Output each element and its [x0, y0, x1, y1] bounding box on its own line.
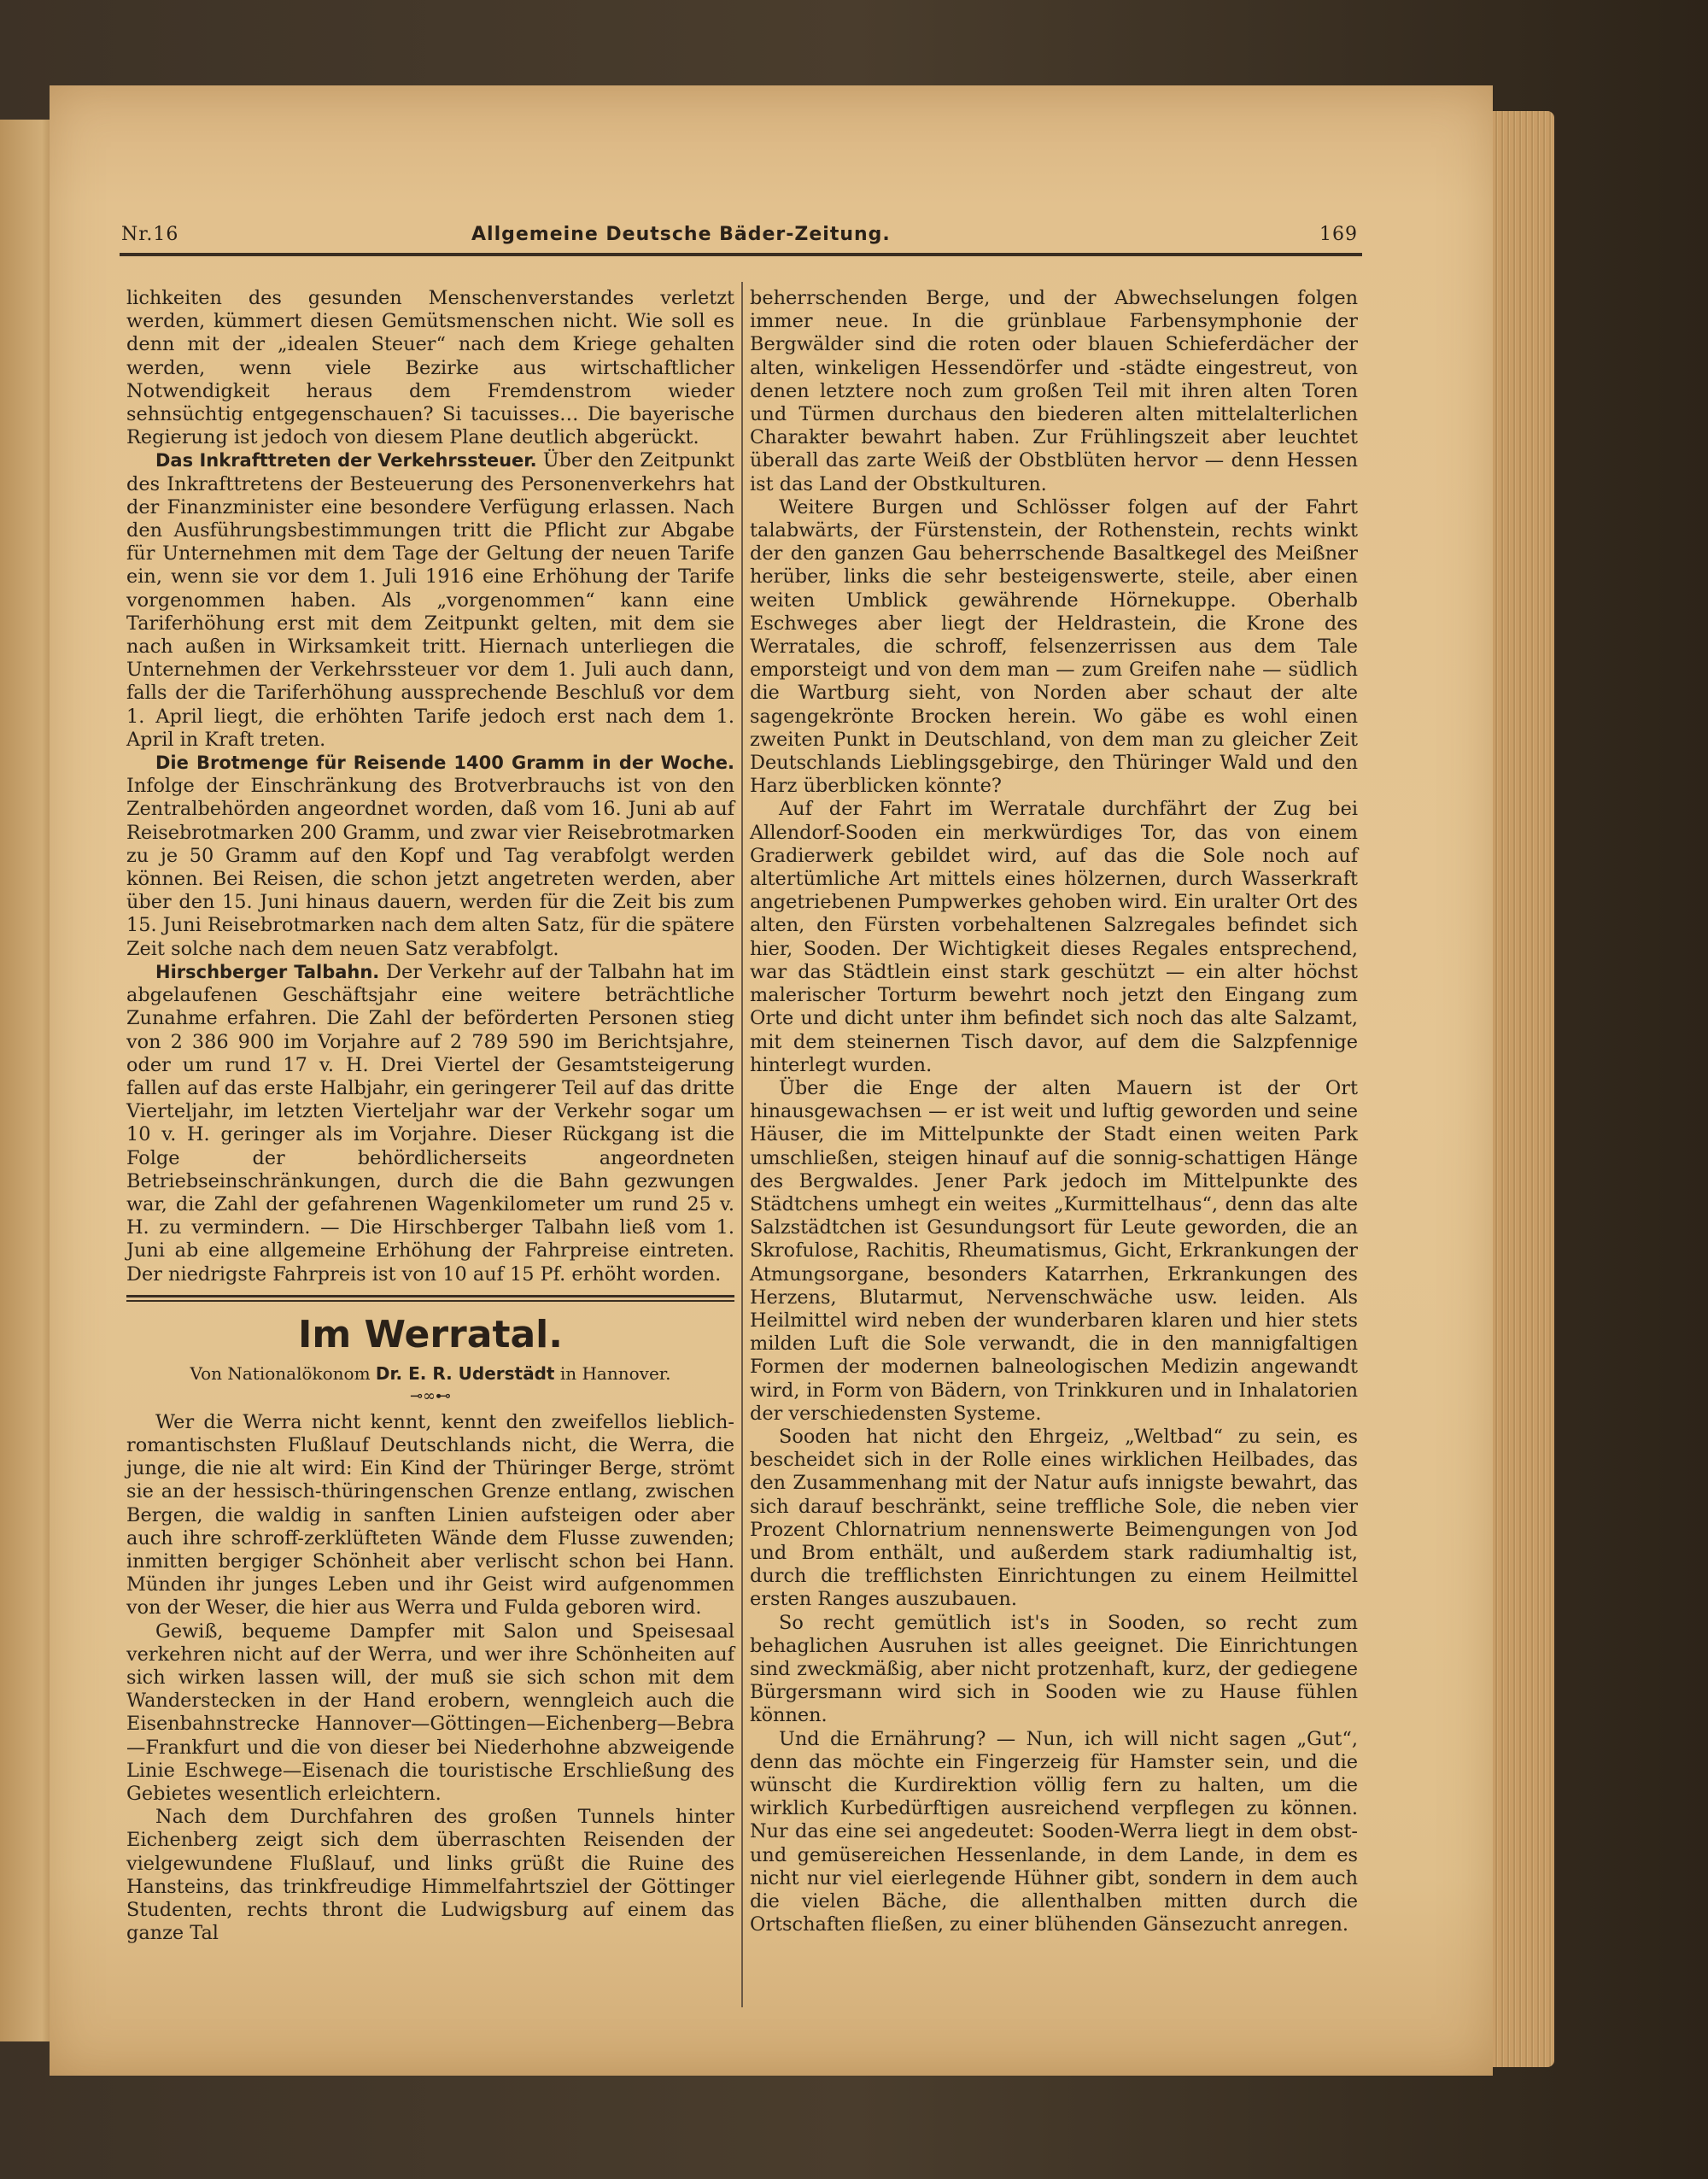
right-paragraph-4: Über die Enge der alten Mauern ist der Ort hinausgewachsen — er ist weit und luftig geworden und seine Häuser, die im Mittelpunkte der Stadt einen weiten Park umschließen, steigen hinauf auf die sonnig-schattigen Hänge des Bergwaldes. Jener Park jedoch im Mittelpunkte des Städtchens umhegt ein weites „Kurmittelhaus“, denn das alte Salzstädtchen ist Gesundungsort für Leute geworden, die an Skrofulose, Rachitis, Rheumatismus, Gicht, Erkrankungen der Atmungsorgane, besonders Katarrhen, Erkrankungen des Herzens, Blutarmut, Nervenschwäche usw. leiden. Als Heilmittel wird neben der wunderbaren klaren und hier stets milden Luft die Sole verwandt, die in den mannigfaltigen Formen der modernen balneologischen Medizin angewandt wird, in Form von Bädern, von Trinkkuren und in Inhalatorien der verschiedensten Systeme.: [750, 1076, 1358, 1425]
verkehrssteuer-text: Über den Zeitpunkt des Inkrafttretens der Besteuerung des Personenverkehrs hat der Finanzminister eine besondere Verfügung erlassen. Nach den Ausführungsbestimmungen tritt die Pflicht zur Abgabe für Unternehmen mit dem Tage der Geltung der neuen Tarife ein, wenn sie vor dem 1. Juli 1916 eine Erhöhung der Tarife vorgenommen haben. Als „vorgenommen“ kann eine Tariferhöhung erst mit dem Zeitpunkt gelten, mit dem sie nach außen in Wirksamkeit tritt. Hiernach unterliegen die Unternehmen der Verkehrssteuer vor dem 1. Juli auch dann, falls der die Tariferhöhung aussprechende Beschluß vor dem 1. April liegt, die erhöhten Tarife jedoch erst nach dem 1. April in Kraft treten.: [126, 449, 734, 751]
left-column: [126, 287, 734, 1945]
right-paragraph-1: beherrschenden Berge, und der Abwechselungen folgen immer neue. In die grünblaue Farbensymphonie der Bergwälder sind die roten oder blauen Schieferdächer der alten, winkeligen Hessendörfer und -städte eingestreut, von denen letztere noch zum großen Teil mit ihren alten Toren und Türmen durchaus den biederen alten mittelalterlichen Charakter bewahrt haben. Zur Frühlingszeit aber leuchtet überall das zarte Weiß der Obstblüten hervor — denn Hessen ist das Land der Obstkulturen.: [750, 287, 1358, 495]
page-number: 169: [1319, 224, 1358, 245]
werra-paragraph-2: Gewiß, bequeme Dampfer mit Salon und Speisesaal verkehren nicht auf der Werra, und wer ihre Schönheiten auf sich wirken lassen will, der muß sie sich schon mit dem Wanderstecken in der Hand erobern, wenngleich auch die Eisenbahnstrecke Hannover—Göttingen—Eichenberg—Bebra —Frankfurt und die von dieser bei Niederhohne abzweigende Linie Eschwege—Eisenach die touristische Erschließung des Gebietes wesentlich erleichtern.: [126, 1620, 734, 1805]
right-paragraph-7: Und die Ernährung? — Nun, ich will nicht sagen „Gut“, denn das möchte ein Fingerzeig für Hamster sein, und die wünscht die Kurdirektion völlig fern zu halten, um die wirklich Kurbedürftigen ausreichend verpflegen zu können. Nur das eine sei angedeutet: Sooden-Werra liegt in dem obst- und gemüsereichen Hessenlande, in dem Lande, in dem es nicht nur viel eierlegende Hühner gibt, sondern in dem auch die vielen Bäche, die allenthalben mitten durch die Ortschaften fließen, zu einer blühenden Gänsezucht anregen.: [750, 1727, 1358, 1936]
talbahn-heading: Hirschberger Talbahn.: [155, 961, 380, 982]
column-divider: [741, 282, 743, 2007]
right-paragraph-6: So recht gemütlich ist's in Sooden, so recht zum behaglichen Ausruhen ist alles geeignet. Die Einrichtungen sind zweckmäßig, aber nicht protzenhaft, kurz, der gediegene Bürgersmann wird sich in Sooden wie zu Hause fühlen können.: [750, 1611, 1358, 1727]
brotmenge-text: Infolge der Einschränkung des Brotverbrauchs ist von den Zentralbehörden angeordnet worden, daß vom 16. Juni ab auf Reisebrotmarken 200 Gramm, und zwar vier Reisebrotmarken zu je 50 Gramm auf den Kopf und Tag verabfolgt werden können. Bei Reisen, die schon jetzt angetreten werden, aber über den 15. Juni hinaus dauern, werden für die Zeit bis zum 15. Juni Reisebrotmarken nach dem alten Satz, für die spätere Zeit solche nach dem neuen Satz verabfolgt.: [126, 775, 734, 960]
article-byline: [126, 1362, 734, 1385]
verkehrssteuer-heading: Das Inkrafttreten der Verkehrssteuer.: [155, 450, 537, 472]
ornament-divider: ⊸∞⊷: [409, 1386, 452, 1405]
byline-author: Dr. E. R. Uderstädt: [375, 1362, 555, 1384]
page-stack-edge: [1486, 111, 1554, 2067]
newspaper-title: Allgemeine Deutsche Bäder-Zeitung.: [471, 224, 891, 245]
section-divider: [126, 1295, 734, 1302]
byline-suffix: in Hannover.: [554, 1362, 671, 1384]
right-paragraph-3: Auf der Fahrt im Werratale durchfährt der Zug bei Allendorf-Sooden ein merkwürdiges Tor, das von einem Gradierwerk gebildet wird, auf das die Sole noch auf altertümliche Art mittels eines hölzernen, durch Wasserkraft angetriebenen Pumpwerkes gehoben wird. Ein uralter Ort des alten, den Fürsten vorbehaltenen Salzregales befindet sich hier, Sooden. Der Wichtigkeit dieses Regales entsprechend, war das Städtlein einst stark geschützt — ein alter höchst malerischer Torturm bewehrt noch jetzt den Eingang zum Orte und dicht unter ihm befindet sich noch das alte Salzamt, mit dem steinernen Tisch davor, auf dem die Salzpfennige hinterlegt wurden.: [750, 798, 1358, 1076]
werra-paragraph-1: Wer die Werra nicht kennt, kennt den zweifellos lieblich-romantischsten Flußlauf Deutschlands nicht, die Werra, die junge, die nie alt wird: Ein Kind der Thüringer Berge, strömt sie an der hessisch-thüringenschen Grenze entlang, zwischen Bergen, die waldig in sanften Linien aufsteigen oder aber auch ihre schroff-zerklüfteten Wände dem Flusse zuwenden; inmitten bergiger Schönheit aber verlischt schon bei Hann. Münden ihr junges Leben und ihr Geist wird aufgenommen von der Weser, die hier aus Werra und Fulda geboren wird.: [126, 1410, 734, 1620]
byline-prefix: Von Nationalökonom: [190, 1362, 376, 1384]
verkehrssteuer-paragraph: [126, 449, 734, 752]
right-paragraph-5: Sooden hat nicht den Ehrgeiz, „Weltbad“ zu sein, es bescheidet sich in der Rolle eines wirklichen Heilbades, das den Zusammenhang mit der Natur aufs innigste bewahrt, das sich darauf beschränkt, seine treffliche Sole, die neben vier Prozent Chlornatrium nennenswerte Beimengungen von Jod und Brom enthält, und außerdem stark radiumhaltig ist, durch die trefflichsten Einrichtungen zu einem Heilmittel ersten Ranges auszubauen.: [750, 1425, 1358, 1611]
right-column: [750, 287, 1358, 1936]
werra-paragraph-3: Nach dem Durchfahren des großen Tunnels hinter Eichenberg zeigt sich dem überraschten Reisenden der vielgewundene Flußlauf, und links grüßt die Ruine des Hansteins, das trinkfreudige Himmelfahrtsziel der Göttinger Studenten, rechts thront die Ludwigsburg auf einem das ganze Tal: [126, 1806, 734, 1945]
intro-paragraph: lichkeiten des gesunden Menschenverstandes verletzt werden, kümmert diesen Gemütsmenschen nicht. Wie soll es denn mit der „idealen Steuer“ nach dem Kriege gehalten werden, wenn viele Bezirke aus wirtschaftlicher Notwendigkeit heraus dem Fremdenstrom wieder sehnsüchtig entgegenschauen? Si tacuisses… Die bayerische Regierung ist jedoch von diesem Plane deutlich abgerückt.: [126, 287, 734, 449]
brotmenge-paragraph: [126, 752, 734, 961]
talbahn-paragraph: [126, 961, 734, 1286]
talbahn-text: Der Verkehr auf der Talbahn hat im abgelaufenen Geschäftsjahr eine weitere beträchtliche Zunahme erfahren. Die Zahl der beförderten Personen stieg von 2 386 900 im Vorjahre auf 2 789 590 im Berichtsjahre, oder um rund 17 v. H. Drei Viertel der Gesamtsteigerung fallen auf das erste Halbjahr, ein geringerer Teil auf das dritte Vierteljahr, im letzten Vierteljahr war der Verkehr sogar um 10 v. H. geringer als im Vorjahre. Dieser Rückgang ist die Folge der behördlicherseits angeordneten Betriebseinschränkungen, durch die die Bahn gezwungen war, die Zahl der gefahrenen Wagenkilometer um rund 25 v. H. zu vermindern. — Die Hirschberger Talbahn ließ vom 1. Juni ab eine allgemeine Erhöhung der Fahrpreise eintreten. Der niedrigste Fahrpreis ist von 10 auf 15 Pf. erhöht worden.: [126, 960, 734, 1286]
article-title: Im Werratal.: [298, 1312, 563, 1356]
right-paragraph-2: Weitere Burgen und Schlösser folgen auf der Fahrt talabwärts, der Fürstenstein, der Rothenstein, rechts winkt der den ganzen Gau beherrschende Basaltkegel des Meißner herüber, links die sehr besteigenswerte, steile, aber einen weiten Umblick gewährende Hörnekuppe. Oberhalb Eschweges aber liegt der Heldrastein, die Krone des Werratales, die schroff, felsenzerrissen aus dem Tale emporsteigt und von dem man — zum Greifen nahe — südlich die Wartburg sieht, von Norden aber schaut der alte sagengekrönte Brocken herein. Wo gäbe es wohl einen zweiten Punkt in Deutschland, von dem man zu gleicher Zeit Deutschlands Lieblingsgebirge, den Thüringer Wald und den Harz überblicken könnte?: [750, 495, 1358, 798]
header-rule: [120, 253, 1362, 256]
brotmenge-heading: Die Brotmenge für Reisende 1400 Gramm in der Woche.: [155, 753, 734, 774]
issue-number: Nr.16: [121, 224, 179, 245]
